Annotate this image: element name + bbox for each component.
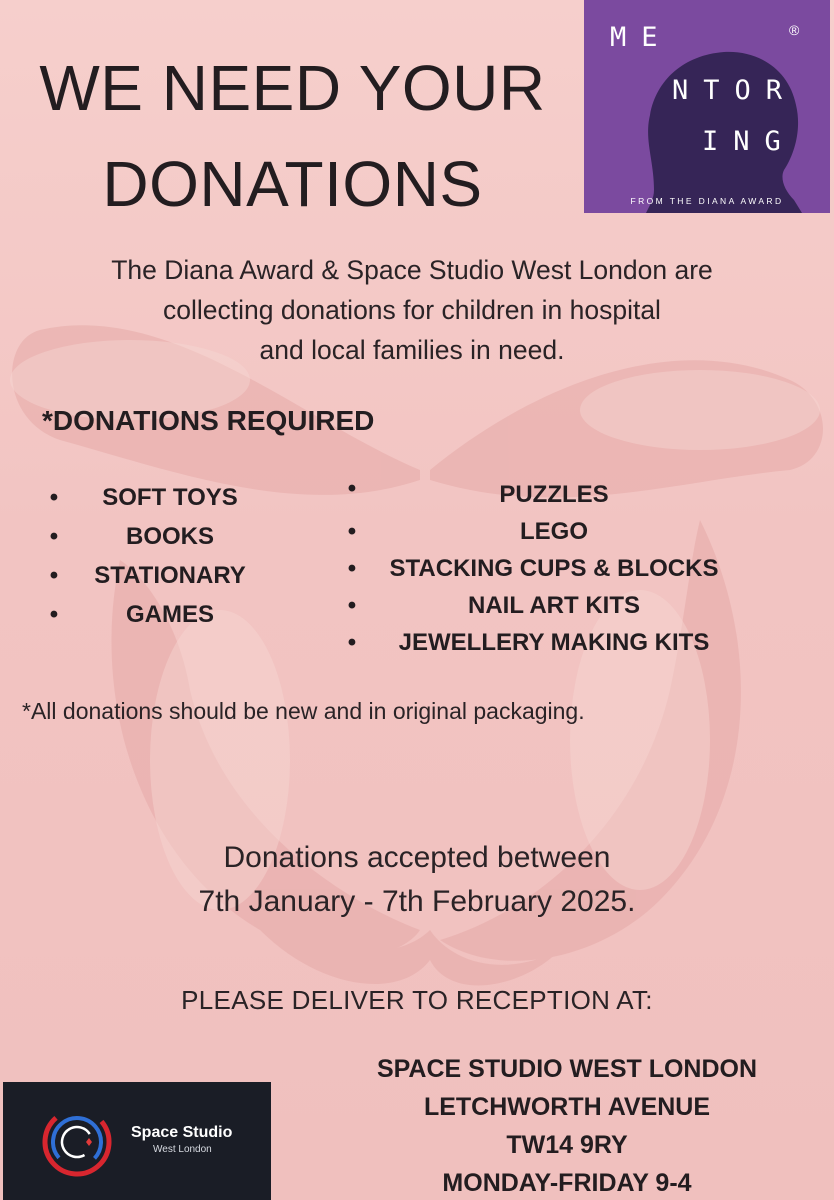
list-item-label: NAIL ART KITS (468, 592, 640, 619)
address-line-3: TW14 9RY (506, 1131, 628, 1159)
address-line-4: MONDAY-FRIDAY 9-4 (442, 1169, 692, 1197)
intro-line-1: The Diana Award & Space Studio West London are (111, 255, 713, 285)
bullet-icon: • (49, 562, 59, 589)
headline-line-2: DONATIONS (102, 148, 483, 220)
dates-line-2: 7th January - 7th February 2025. (198, 885, 636, 918)
list-item-label: PUZZLES (499, 481, 609, 508)
mentoring-logo-row-2: NTOR (672, 75, 798, 106)
bullet-icon: • (347, 629, 357, 656)
mentoring-logo-row-3: ING (702, 126, 796, 157)
list-item (340, 513, 750, 550)
list-item (340, 550, 750, 587)
donations-required-heading: *DONATIONS REQUIRED (42, 405, 375, 436)
list-item-label: SOFT TOYS (102, 484, 238, 511)
list-item (340, 624, 750, 661)
bullet-icon: • (49, 484, 59, 511)
donation-dates (60, 836, 774, 924)
list-item-label: JEWELLERY MAKING KITS (398, 629, 710, 656)
space-studio-subtitle: West London (153, 1144, 212, 1155)
donation-list-right (340, 476, 750, 661)
list-item-label: STACKING CUPS & BLOCKS (389, 555, 719, 582)
list-item (340, 587, 750, 624)
bullet-icon: • (347, 475, 357, 502)
address-line-1: SPACE STUDIO WEST LONDON (376, 1055, 758, 1083)
mentoring-logo-tagline: FROM THE DIANA AWARD (630, 196, 784, 206)
registered-mark: ® (789, 22, 800, 38)
list-item (40, 595, 300, 634)
list-item-label: STATIONARY (94, 562, 246, 589)
intro-paragraph (30, 250, 794, 370)
space-studio-name: Space Studio (131, 1124, 233, 1141)
bullet-icon: • (347, 555, 357, 582)
list-item (40, 517, 300, 556)
mentoring-logo-row-1: ME (610, 22, 673, 53)
delivery-address (300, 1050, 834, 1200)
address-line-2: LETCHWORTH AVENUE (423, 1093, 711, 1121)
deliver-heading: PLEASE DELIVER TO RECEPTION AT: (181, 985, 653, 1015)
list-item-label: LEGO (519, 518, 588, 545)
bullet-icon: • (49, 523, 59, 550)
list-item (340, 476, 750, 513)
list-item-label: BOOKS (125, 523, 214, 550)
intro-line-3: and local families in need. (259, 335, 565, 365)
list-item-label: GAMES (125, 601, 214, 628)
poster-headline (0, 40, 585, 232)
headline-line-1: WE NEED YOUR (39, 52, 546, 124)
list-item (40, 478, 300, 517)
bullet-icon: • (347, 518, 357, 545)
space-studio-logo (3, 1082, 271, 1200)
packaging-note: *All donations should be new and in original packaging. (22, 698, 585, 724)
mentoring-diana-award-logo (584, 0, 830, 213)
bullet-icon: • (49, 601, 59, 628)
intro-line-2: collecting donations for children in hospital (163, 295, 661, 325)
list-item (40, 556, 300, 595)
dates-line-1: Donations accepted between (223, 841, 611, 874)
bullet-icon: • (347, 592, 357, 619)
donation-list-left (40, 478, 300, 634)
